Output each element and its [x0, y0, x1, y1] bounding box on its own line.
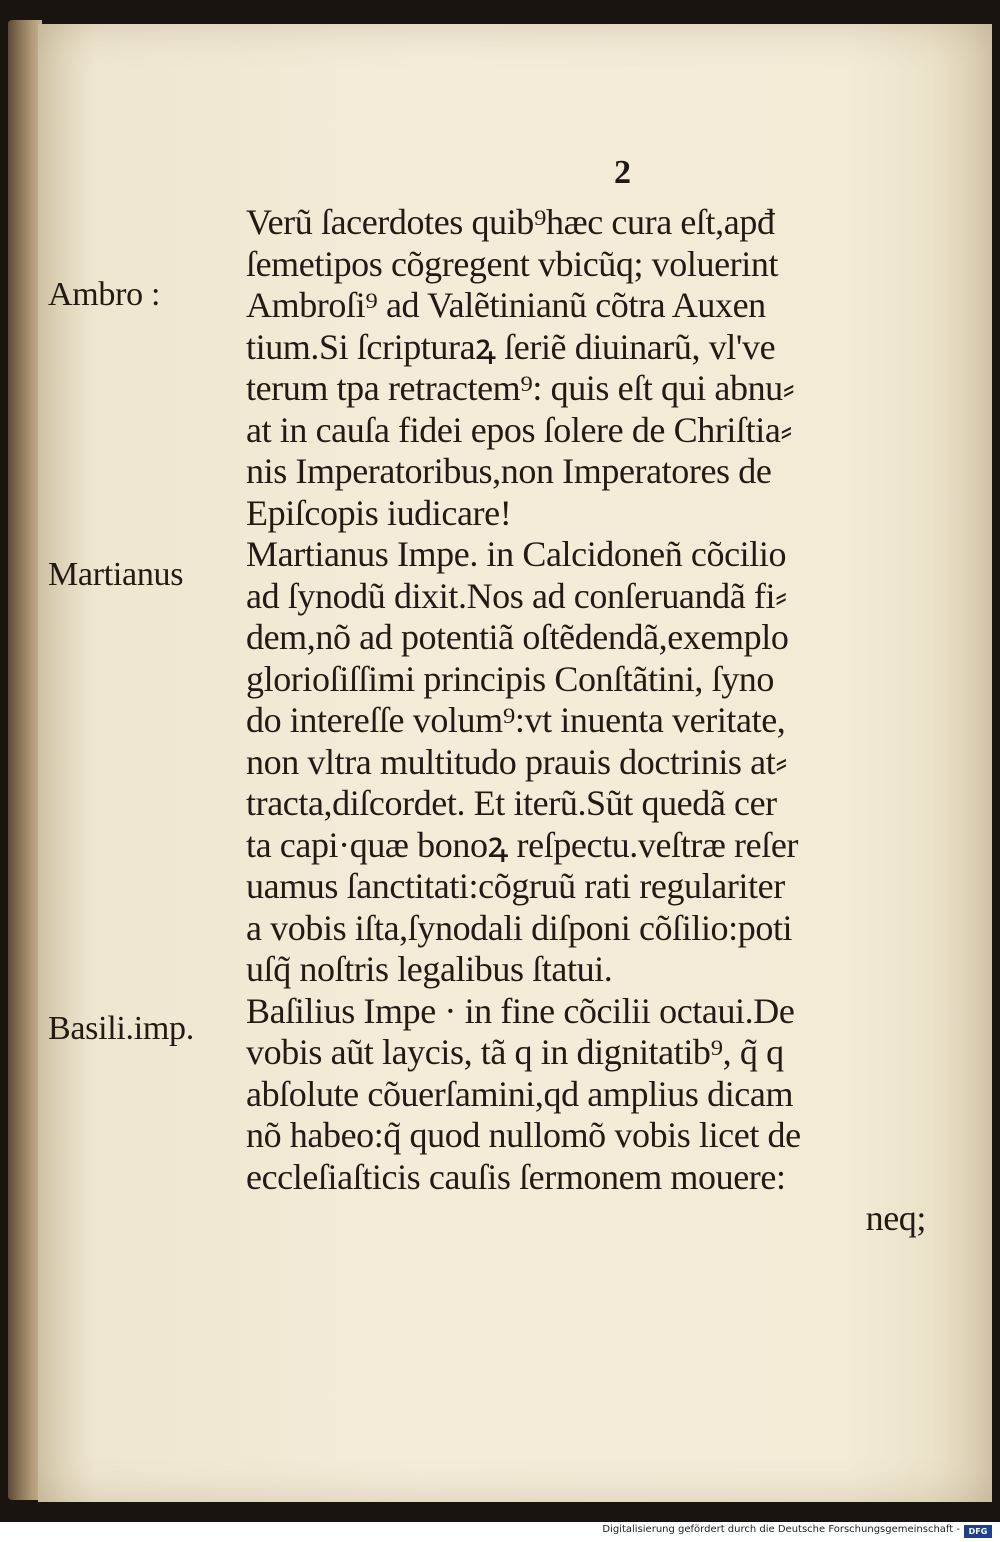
text-line: tracta,diſcordet. Et iterũ.Sũt quedã cer [246, 783, 777, 823]
text-line: eccleſiaſticis cauſis ſermonem mouere: [246, 1156, 786, 1197]
text-line: terum tpa retractem⁹: quis eſt qui abnu⸗ [246, 368, 795, 408]
text-line: abſolute cõuerſamini,qd amplius dicam [246, 1073, 794, 1114]
text-line: ſemetipos cõgregent vbicũq; voluerint [246, 243, 779, 284]
margin-note-basilius: Basili.imp. [48, 1010, 194, 1047]
margin-note-ambrose: Ambro : [48, 276, 161, 313]
text-line: at in cauſa fidei epos ſolere de Chriſtia⸗ [246, 409, 792, 450]
dfg-credit-text: Digitalisierung gefördert durch die Deutsche Forschungsgemeinschaft - [602, 1524, 960, 1535]
main-text-block [246, 202, 946, 1240]
text-line: dem,nõ ad potentiã oſtẽdendã,exemplo [246, 617, 789, 657]
text-line: do intereſſe volum⁹:vt inuenta veritate, [246, 700, 786, 740]
text-line: glorioſiſſimi principis Conſtãtini, ſyno [246, 658, 774, 699]
text-line: ta capi·quæ bonoꝝ reſpectu.veſtræ reſer [246, 824, 798, 865]
text-line: uſq̃ noſtris legalibus ſtatui. [246, 949, 613, 989]
catchword: neq; [865, 1198, 926, 1238]
text-line: tium.Si ſcripturaꝝ ſeriẽ diuinarũ, vl've [246, 326, 776, 367]
text-line: nis Imperatoribus,non Imperatores de [246, 451, 772, 491]
text-line: nõ habeo:q̃ quod nullomõ vobis licet de [246, 1115, 801, 1155]
text-line: Baſilius Impe · in fine cõcilii octaui.De [246, 990, 795, 1031]
footer-bar [0, 1522, 1000, 1542]
text-line: Martianus Impe. in Calcidoneñ cõcilio [246, 534, 787, 574]
text-line: vobis aũt laycis, tã q in dignitatib⁹, q̃ q [246, 1032, 784, 1072]
text-line: Ambroſi⁹ ad Valẽtinianũ cõtra Auxen [246, 285, 766, 325]
text-line: a vobis iſta,ſynodali diſponi cõſilio:poti [246, 907, 793, 948]
text-line: uamus ſanctitati:cõgruũ rati regulariter [246, 866, 785, 906]
text-line: ad ſynodũ dixit.Nos ad conſeruandã fi⸗ [246, 575, 787, 616]
page-paper [38, 24, 992, 1502]
margin-note-martianus: Martianus [48, 556, 184, 593]
book-binding [8, 20, 42, 1500]
page-number: 2 [614, 154, 632, 191]
dfg-logo-icon: DFG [964, 1525, 992, 1538]
text-line: non vltra multitudo prauis doctrinis at⸗ [246, 741, 787, 782]
text-line: Verũ ſacerdotes quib⁹hæc cura eſt,apđ [246, 202, 775, 242]
text-line: Epiſcopis iudicare! [246, 492, 512, 533]
